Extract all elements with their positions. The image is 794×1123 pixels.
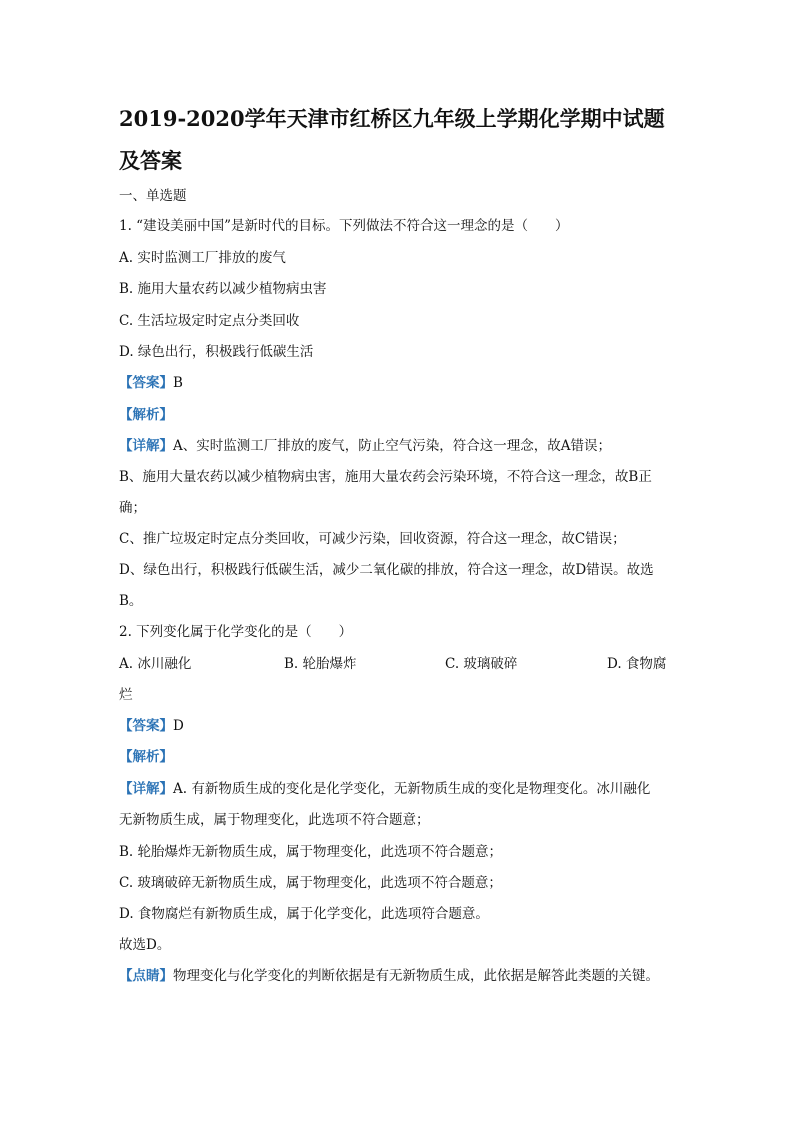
comment-text: 物理变化与化学变化的判断依据是有无新物质生成，此依据是解答此类题的关键。	[173, 968, 659, 984]
q1-detail-line: B。	[119, 593, 143, 609]
q1-detail-line: B、施用大量农药以减少植物病虫害，施用大量农药会污染环境，不符合这一理念，故B正	[119, 469, 652, 485]
q1-detail-line: 确；	[119, 500, 146, 516]
q2-detail-line: B. 轮胎爆炸无新物质生成，属于物理变化，此选项不符合题意；	[119, 844, 503, 860]
q1-detail-line: C、推广垃圾定时定点分类回收，可减少污染，回收资源，符合这一理念，故C错误；	[119, 531, 626, 547]
detail-tag: 【详解】	[119, 781, 173, 797]
q2-option-d-wrap: 烂	[119, 687, 133, 703]
q2-detail-line: C. 玻璃破碎无新物质生成，属于物理变化，此选项不符合题意；	[119, 875, 502, 891]
q1-option-d: D. 绿色出行，积极践行低碳生活	[119, 344, 314, 360]
q2-option-a: A. 冰川融化	[119, 656, 192, 672]
q1-option-b: B. 施用大量农药以减少植物病虫害	[119, 281, 327, 297]
detail-text: A、实时监测工厂排放的废气，防止空气污染，符合这一理念，故A错误；	[173, 438, 611, 454]
answer-tag: 【答案】	[119, 375, 173, 391]
q2-comment	[119, 966, 659, 986]
answer-tag: 【答案】	[119, 718, 173, 734]
section-heading: 一、单选题	[119, 188, 187, 204]
q2-detail-line	[119, 779, 650, 799]
q2-detail-line: 无新物质生成，属于物理变化，此选项不符合题意；	[119, 812, 430, 828]
q2-detail-line: D. 食物腐烂有新物质生成，属于化学变化，此选项符合题意。	[119, 906, 489, 922]
analysis-tag: 【解析】	[119, 407, 173, 423]
q1-answer	[119, 373, 183, 393]
comment-tag: 【点睛】	[119, 968, 173, 984]
q1-option-a: A. 实时监测工厂排放的废气	[119, 250, 286, 266]
q1-analysis-heading	[119, 405, 173, 425]
q1-detail-line: D、绿色出行，积极践行低碳生活，减少二氧化碳的排放，符合这一理念，故D错误。故选	[119, 562, 654, 578]
answer-value: B	[173, 375, 183, 391]
detail-text: A. 有新物质生成的变化是化学变化，无新物质生成的变化是物理变化。冰川融化	[173, 781, 651, 797]
answer-value: D	[173, 718, 184, 734]
q2-option-b: B. 轮胎爆炸	[284, 656, 357, 672]
document-title: 2019-2020学年天津市红桥区九年级上学期化学期中试题及答案	[119, 106, 665, 173]
q2-answer	[119, 716, 184, 736]
analysis-tag: 【解析】	[119, 749, 173, 765]
q2-detail-line: 故选D。	[119, 937, 171, 953]
q2-stem: 2. 下列变化属于化学变化的是（ ）	[119, 624, 353, 640]
q1-detail-line	[119, 436, 611, 456]
q2-option-c: C. 玻璃破碎	[445, 656, 518, 672]
q1-stem: 1. “建设美丽中国”是新时代的目标。下列做法不符合这一理念的是（ ）	[119, 218, 569, 234]
q2-option-d: D. 食物腐	[607, 656, 667, 672]
detail-tag: 【详解】	[119, 438, 173, 454]
q2-analysis-heading	[119, 747, 173, 767]
q1-option-c: C. 生活垃圾定时定点分类回收	[119, 313, 300, 329]
